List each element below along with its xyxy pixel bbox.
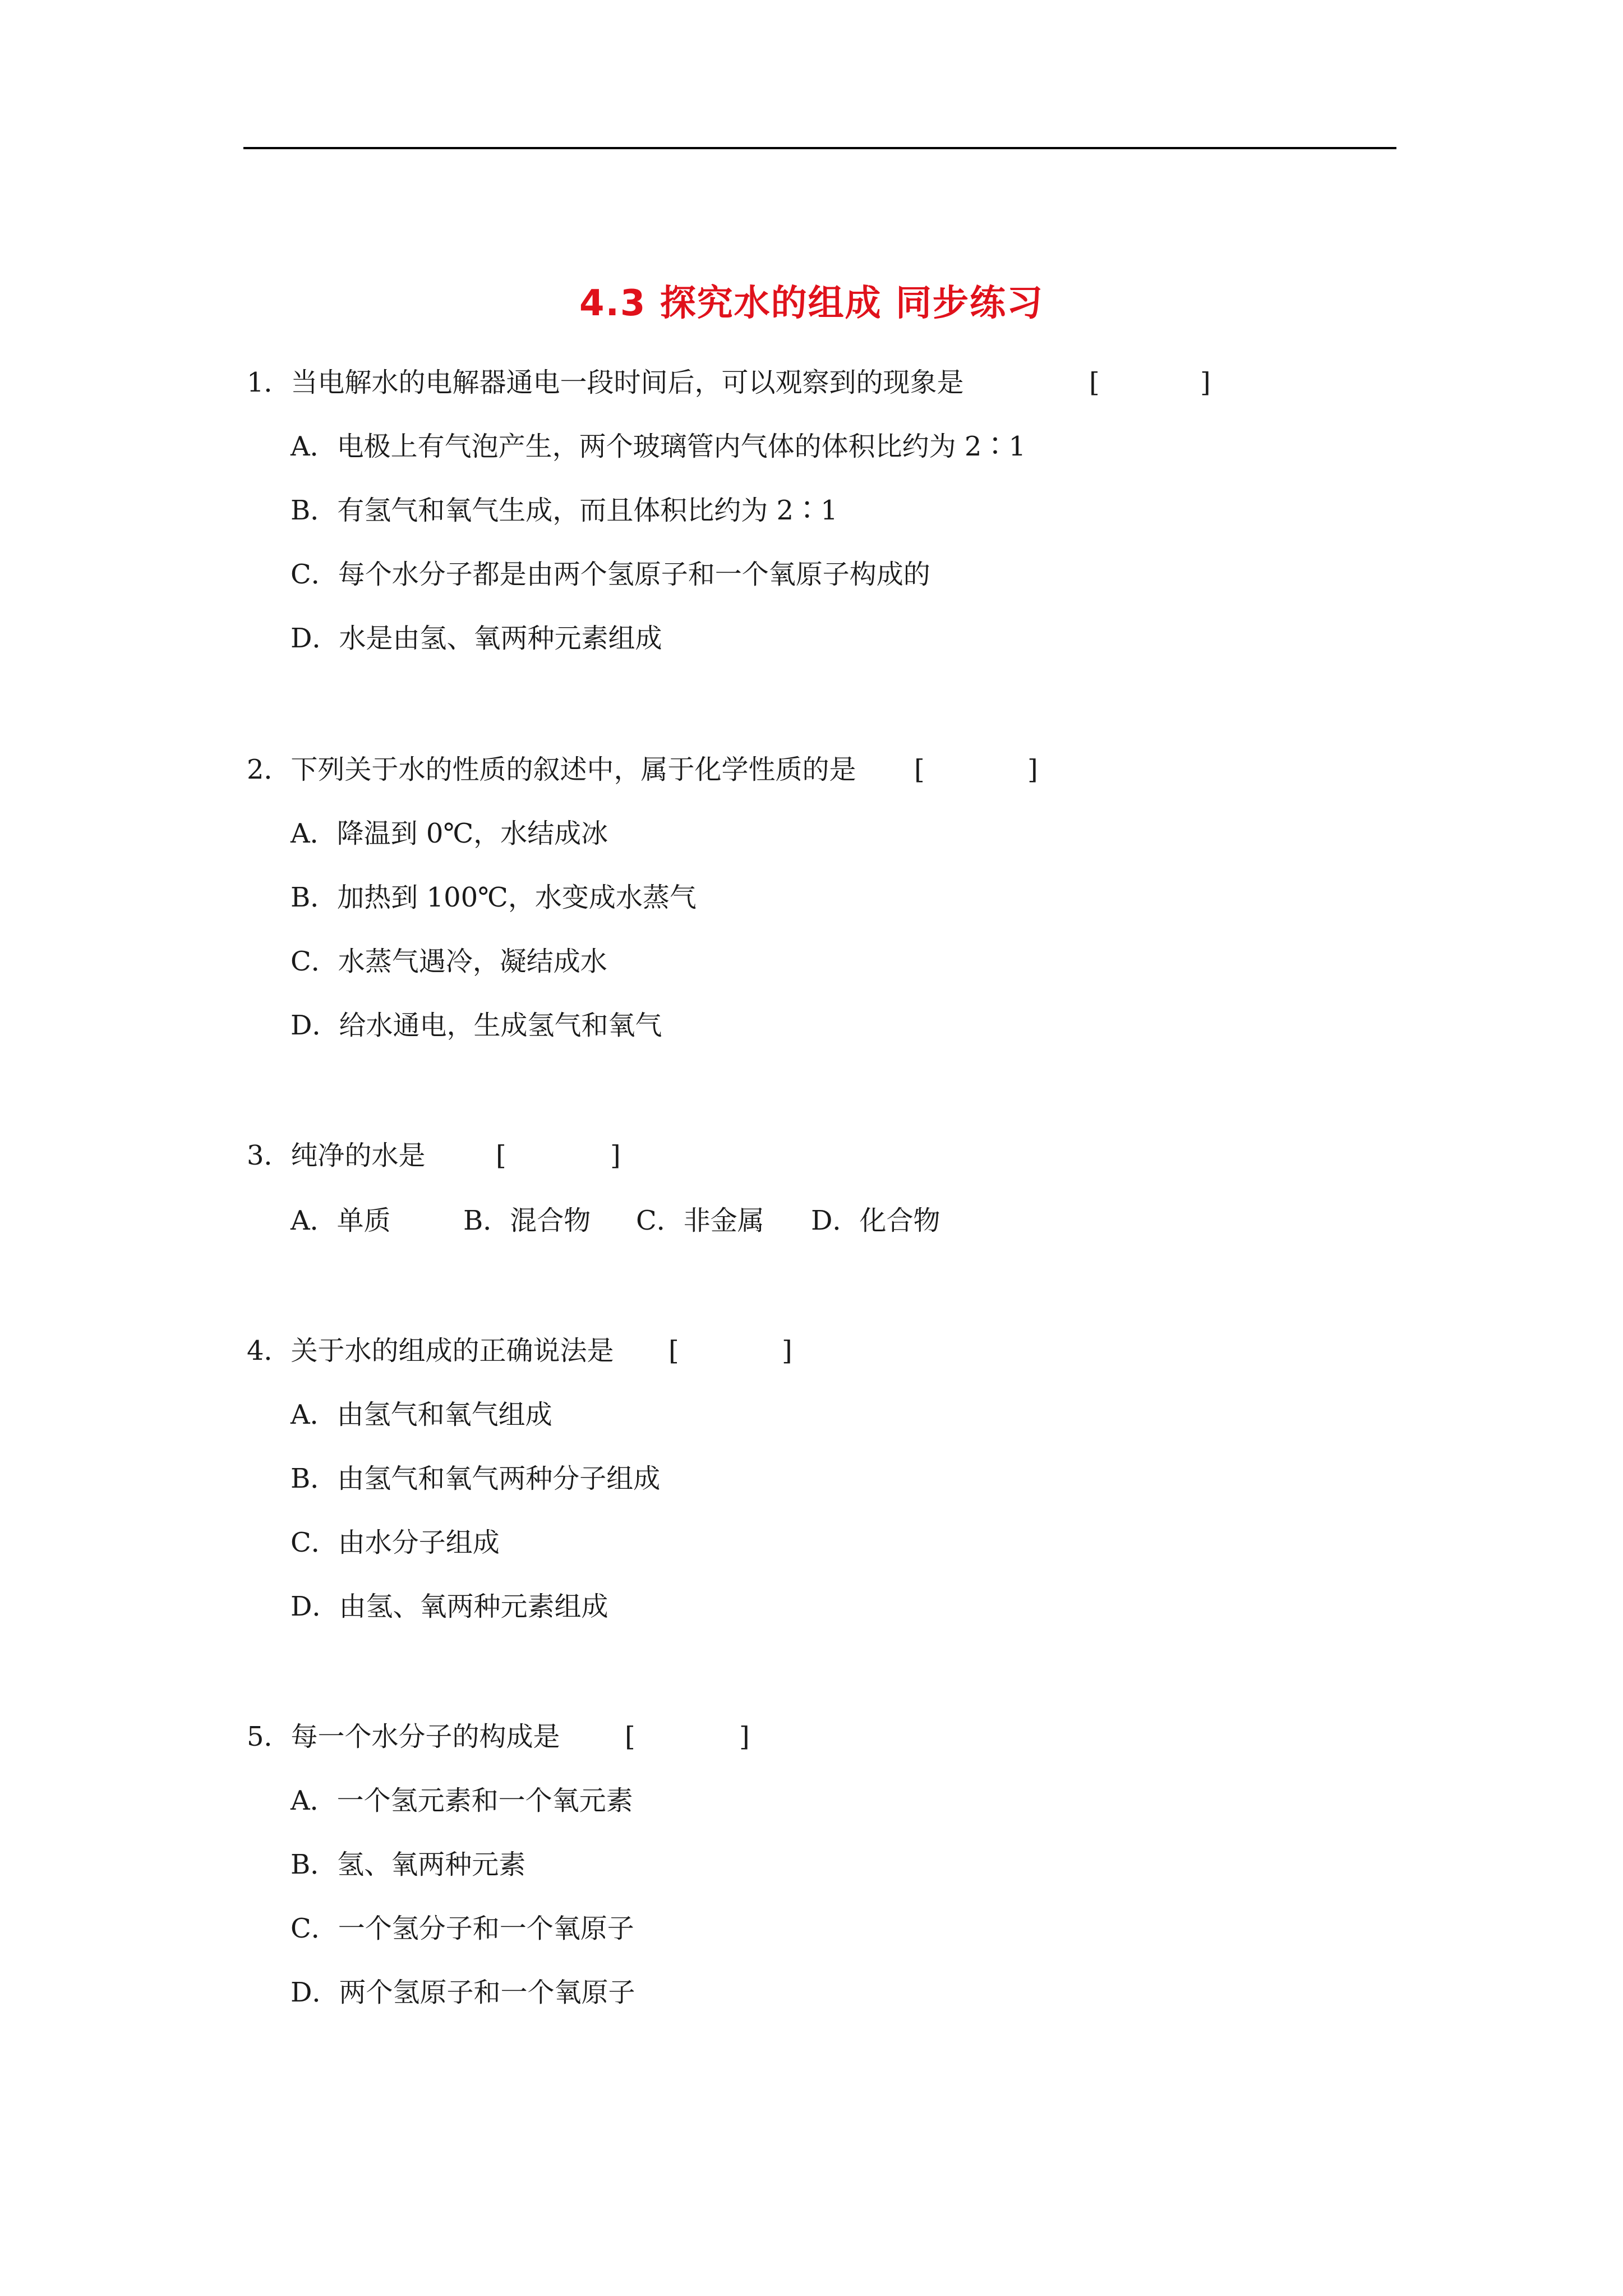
option-d: D．两个氢原子和一个氧原子 (291, 1977, 635, 2008)
option-d: D．水是由氢、氧两种元素组成 (291, 623, 662, 654)
option-a: A．由氢气和氧气组成 (291, 1399, 552, 1430)
answer-bracket-open: [ (668, 1335, 679, 1366)
question-5-stem (247, 1719, 560, 1755)
answer-bracket-close: ] (782, 1335, 792, 1366)
question-number: 2． (247, 754, 291, 785)
option-d: D．给水通电，生成氢气和氧气 (291, 1010, 662, 1041)
answer-bracket-open: [ (496, 1140, 506, 1171)
question-text: 每一个水分子的构成是 (291, 1721, 560, 1752)
option-a: A．电极上有气泡产生，两个玻璃管内气体的体积比约为 2∶1 (291, 431, 1026, 462)
question-text: 下列关于水的性质的叙述中，属于化学性质的是 (291, 754, 856, 785)
option-d: D．化合物 (811, 1205, 940, 1236)
question-number: 5． (247, 1721, 291, 1752)
option-b: B．混合物 (463, 1205, 591, 1236)
answer-bracket-open: [ (1089, 367, 1100, 398)
question-number: 4． (247, 1335, 291, 1366)
question-4-stem (247, 1333, 614, 1369)
question-number: 1． (247, 367, 291, 398)
option-b: B．氢、氧两种元素 (291, 1849, 526, 1880)
answer-bracket-close: ] (739, 1721, 750, 1752)
answer-bracket-close: ] (1027, 754, 1038, 785)
question-text: 关于水的组成的正确说法是 (291, 1335, 614, 1366)
question-1-stem (247, 365, 964, 401)
question-2-stem (247, 752, 856, 788)
option-c: C．非金属 (636, 1205, 764, 1236)
question-text: 当电解水的电解器通电一段时间后，可以观察到的现象是 (291, 367, 964, 398)
option-b: B．加热到 100℃，水变成水蒸气 (291, 882, 697, 913)
answer-bracket-open: [ (625, 1721, 635, 1752)
option-c: C．水蒸气遇冷，凝结成水 (291, 946, 607, 977)
option-d: D．由氢、氧两种元素组成 (291, 1591, 608, 1622)
option-a: A．单质 (291, 1205, 391, 1236)
question-text: 纯净的水是 (291, 1140, 426, 1171)
option-c: C．由水分子组成 (291, 1527, 500, 1558)
option-a: A．一个氢元素和一个氧元素 (291, 1785, 633, 1816)
answer-bracket-close: ] (610, 1140, 621, 1171)
option-a: A．降温到 0℃，水结成冰 (291, 818, 608, 849)
option-c: C．一个氢分子和一个氧原子 (291, 1913, 634, 1944)
option-b: B．有氢气和氧气生成，而且体积比约为 2∶1 (291, 495, 838, 526)
answer-bracket-close: ] (1200, 367, 1211, 398)
header-rule (243, 147, 1396, 149)
answer-bracket-open: [ (914, 754, 925, 785)
question-3-stem (247, 1138, 426, 1174)
question-number: 3． (247, 1140, 291, 1171)
option-c: C．每个水分子都是由两个氢原子和一个氧原子构成的 (291, 559, 930, 590)
option-b: B．由氢气和氧气两种分子组成 (291, 1463, 661, 1494)
document-title: 4.3 探究水的组成 同步练习 (579, 283, 1044, 324)
